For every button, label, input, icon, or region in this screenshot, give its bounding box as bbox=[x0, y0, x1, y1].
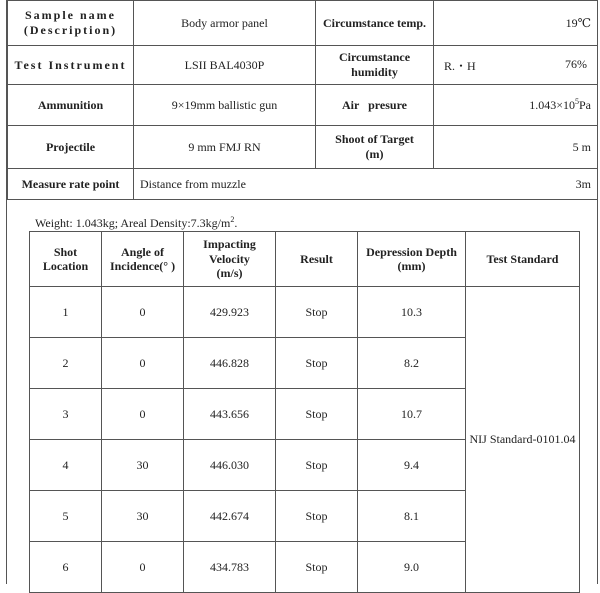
weight-density-line bbox=[35, 215, 237, 231]
air-pressure-unit: Pa bbox=[579, 98, 591, 112]
circumstance-temp-label: Circumstance temp. bbox=[316, 1, 434, 46]
shot-location-cell: 5 bbox=[30, 491, 102, 542]
result-cell: Stop bbox=[276, 338, 358, 389]
measure-rate-cell bbox=[134, 169, 598, 200]
humidity-value: 76% bbox=[565, 56, 587, 71]
shoot-of-target-value: 5 m bbox=[434, 126, 598, 169]
air-pressure-base: 1.043×10 bbox=[529, 98, 575, 112]
shot-location-cell: 6 bbox=[30, 542, 102, 593]
header-depth-line1: Depression Depth bbox=[366, 244, 457, 259]
depth-cell: 9.0 bbox=[358, 542, 466, 593]
velocity-cell: 446.030 bbox=[184, 440, 276, 491]
results-header-row bbox=[30, 232, 580, 287]
result-cell: Stop bbox=[276, 542, 358, 593]
shoot-of-target-label bbox=[316, 126, 434, 169]
header-velocity-line2: Velocity bbox=[209, 251, 250, 266]
header-velocity-line1: Impacting bbox=[203, 237, 256, 252]
projectile-row bbox=[8, 126, 598, 169]
shoot-label-line2: (m) bbox=[365, 147, 384, 161]
sample-name-value: Body armor panel bbox=[134, 1, 316, 46]
result-cell: Stop bbox=[276, 491, 358, 542]
projectile-label: Projectile bbox=[8, 126, 134, 169]
measure-rate-desc: Distance from muzzle bbox=[140, 176, 246, 191]
test-instrument-label: Test Instrument bbox=[8, 46, 134, 85]
instrument-row bbox=[8, 46, 598, 85]
velocity-cell: 434.783 bbox=[184, 542, 276, 593]
header-velocity-line3: (m/s) bbox=[216, 266, 243, 281]
test-instrument-value: LSII BAL4030P bbox=[134, 46, 316, 85]
measure-rate-label: Measure rate point bbox=[8, 169, 134, 200]
header-shot-location-line2: Location bbox=[42, 259, 89, 273]
shoot-label-line1: Shoot of Target bbox=[335, 132, 414, 146]
air-pressure-exponent: 5 bbox=[575, 97, 579, 106]
air-pressure-value bbox=[434, 85, 598, 126]
depth-cell: 10.7 bbox=[358, 389, 466, 440]
shot-location-cell: 2 bbox=[30, 338, 102, 389]
header-shot-location bbox=[30, 232, 102, 287]
air-pressure-label: Air presure bbox=[316, 85, 434, 126]
header-shot-location-line1: Shot bbox=[53, 244, 78, 259]
result-cell: Stop bbox=[276, 440, 358, 491]
header-test-standard bbox=[466, 232, 580, 287]
humidity-cell bbox=[434, 46, 598, 85]
measure-rate-value: 3m bbox=[575, 176, 591, 191]
depth-cell: 10.3 bbox=[358, 287, 466, 338]
ammunition-label: Ammunition bbox=[8, 85, 134, 126]
velocity-cell: 442.674 bbox=[184, 491, 276, 542]
header-angle-of-incidence bbox=[102, 232, 184, 287]
depth-cell: 8.2 bbox=[358, 338, 466, 389]
humidity-label-line2: humidity bbox=[351, 65, 398, 79]
angle-cell: 30 bbox=[102, 440, 184, 491]
angle-cell: 0 bbox=[102, 542, 184, 593]
measure-row bbox=[8, 169, 598, 200]
header-angle-line2: Incidence(° ) bbox=[109, 259, 176, 273]
angle-cell: 30 bbox=[102, 491, 184, 542]
circumstance-temp-value: 19℃ bbox=[434, 1, 598, 46]
table-row bbox=[30, 287, 580, 338]
humidity-label-line1: Circumstance bbox=[338, 50, 411, 64]
velocity-cell: 429.923 bbox=[184, 287, 276, 338]
header-impacting-velocity bbox=[184, 232, 276, 287]
shot-location-cell: 1 bbox=[30, 287, 102, 338]
test-conditions-table bbox=[7, 0, 598, 200]
weight-density-text: Weight: 1.043kg; Areal Density:7.3kg/m bbox=[35, 216, 231, 230]
test-standard-cell: NIJ Standard-0101.04 bbox=[466, 287, 580, 593]
sample-row bbox=[8, 1, 598, 46]
humidity-unit: R.・H bbox=[444, 58, 476, 73]
shot-location-cell: 4 bbox=[30, 440, 102, 491]
humidity-label bbox=[316, 46, 434, 85]
velocity-cell: 443.656 bbox=[184, 389, 276, 440]
depth-cell: 8.1 bbox=[358, 491, 466, 542]
sample-name-label-line2: (Description) bbox=[23, 23, 118, 37]
header-depression-depth bbox=[358, 232, 466, 287]
header-depth-line2: (mm) bbox=[397, 259, 426, 273]
angle-cell: 0 bbox=[102, 389, 184, 440]
result-cell: Stop bbox=[276, 287, 358, 338]
header-standard-line1: Test Standard bbox=[486, 251, 559, 266]
sample-name-label-line1: Sample name bbox=[25, 8, 116, 22]
projectile-value: 9 mm FMJ RN bbox=[134, 126, 316, 169]
shot-location-cell: 3 bbox=[30, 389, 102, 440]
angle-cell: 0 bbox=[102, 287, 184, 338]
header-angle-line1: Angle of bbox=[121, 244, 164, 259]
weight-density-exponent: 2 bbox=[230, 215, 235, 224]
ammunition-value: 9×19mm ballistic gun bbox=[134, 85, 316, 126]
angle-cell: 0 bbox=[102, 338, 184, 389]
shot-results-table bbox=[29, 231, 580, 593]
depth-cell: 9.4 bbox=[358, 440, 466, 491]
ammunition-row bbox=[8, 85, 598, 126]
weight-density-suffix: . bbox=[234, 216, 238, 230]
header-result-line1: Result bbox=[300, 251, 333, 266]
test-report-sheet bbox=[6, 0, 598, 584]
velocity-cell: 446.828 bbox=[184, 338, 276, 389]
result-cell: Stop bbox=[276, 389, 358, 440]
header-result bbox=[276, 232, 358, 287]
sample-name-label bbox=[8, 1, 134, 46]
